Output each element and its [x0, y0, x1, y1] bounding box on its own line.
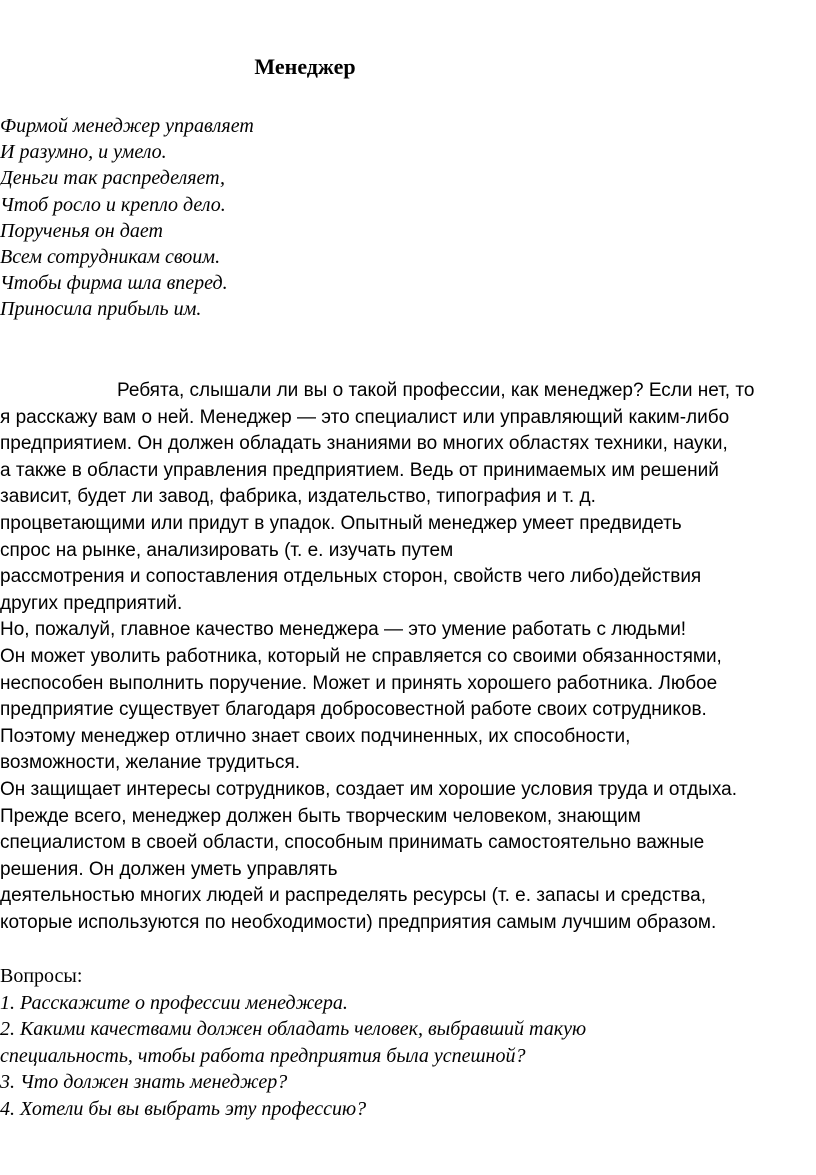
body-line: Поэтому менеджер отлично знает своих подчиненных, их способности,: [0, 725, 631, 747]
body-line: других предприятий.: [0, 592, 183, 614]
body-line: Прежде всего, менеджер должен быть творческим человеком, знающим: [0, 805, 641, 827]
question-item: 3. Что должен знать менеджер?: [0, 1071, 288, 1094]
body-line: Он может уволить работника, который не справляется со своими обязанностями,: [0, 645, 722, 667]
poem-line: Деньги так распределяет,: [0, 167, 226, 190]
body-text: [0, 378, 754, 936]
poem-line: И разумно, и умело.: [0, 141, 167, 164]
body-line: предприятием. Он должен обладать знаниями во многих областях техники, науки,: [0, 433, 728, 455]
question-item: 2. Какими качествами должен обладать человек, выбравший такую: [0, 1018, 587, 1041]
poem-line: Приносила прибыль им.: [0, 298, 202, 321]
body-line: решения. Он должен уметь управлять: [0, 858, 338, 880]
body-line: специалистом в своей области, способным принимать самостоятельно важные: [0, 832, 705, 854]
body-line: которые используются по необходимости) предприятия самым лучшим образом.: [0, 911, 717, 933]
body-line: рассмотрения и сопоставления отдельных сторон, свойств чего либо)действия: [0, 566, 702, 588]
poem-line: Чтоб росло и крепло дело.: [0, 193, 226, 216]
poem-line: Всем сотрудникам своим.: [0, 246, 221, 269]
body-line: предприятие существует благодаря добросовестной работе своих сотрудников.: [0, 699, 707, 721]
body-line: я расскажу вам о ней. Менеджер — это специалист или управляющий каким-либо: [0, 406, 730, 428]
body-line: Он защищает интересы сотрудников, создает им хорошие условия труда и отдыха.: [0, 778, 737, 800]
questions-section: [0, 963, 586, 1123]
question-item: 1. Расскажите о профессии менеджера.: [0, 991, 348, 1014]
body-line: возможности, желание трудиться.: [0, 752, 301, 774]
body-line: Ребята, слышали ли вы о такой профессии, как менеджер? Если нет, то: [117, 380, 755, 401]
body-line: Но, пожалуй, главное качество менеджера — это умение работать с людьми!: [0, 619, 687, 641]
questions-heading: Вопросы:: [0, 965, 83, 987]
poem-line: Порученья он дает: [0, 219, 163, 242]
body-line: спрос на рынке, анализировать (т. е. изучать путем: [0, 539, 454, 561]
document-title: Менеджер: [254, 54, 356, 79]
body-line: зависит, будет ли завод, фабрика, издательство, типография и т. д.: [0, 486, 596, 508]
body-line: неспособен выполнить поручение. Может и принять хорошего работника. Любое: [0, 672, 718, 694]
body-line: деятельностью многих людей и распределять ресурсы (т. е. запасы и средства,: [0, 885, 706, 907]
question-item: специальность, чтобы работа предприятия была успешной?: [0, 1044, 526, 1067]
question-item: 4. Хотели бы вы выбрать эту профессию?: [0, 1097, 367, 1120]
poem-line: Фирмой менеджер управляет: [0, 115, 254, 137]
body-line: а также в области управления предприятием. Ведь от принимаемых им решений: [0, 459, 719, 481]
body-line: процветающими или придут в упадок. Опытный менеджер умеет предвидеть: [0, 512, 682, 534]
poem: [0, 113, 254, 323]
poem-line: Чтобы фирма шла вперед.: [0, 272, 228, 295]
